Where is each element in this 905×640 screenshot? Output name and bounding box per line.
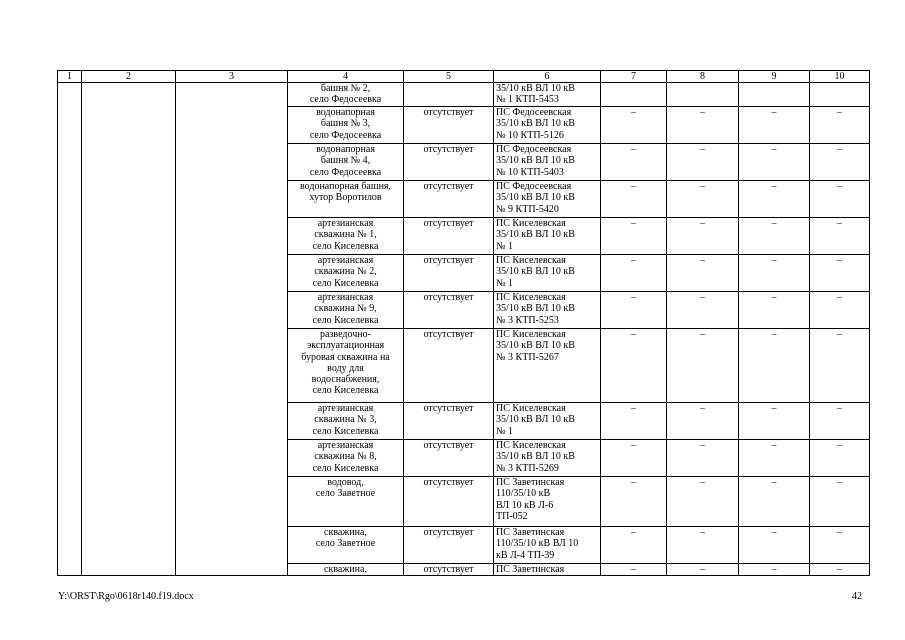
value-cell-9: – (739, 403, 810, 440)
object-name-cell: артезианская скважина № 9, село Киселевка (288, 292, 404, 329)
object-name-cell: артезианская скважина № 2, село Киселевка (288, 255, 404, 292)
column-number: 3 (176, 71, 288, 83)
value-cell-8: – (667, 218, 739, 255)
value-cell-9: – (739, 144, 810, 181)
value-cell-10: – (810, 329, 870, 403)
substation-cell: ПС Заветинская 110/35/10 кВ ВЛ 10 кВ Л-6 ТП-052 (494, 477, 601, 527)
value-cell-9 (739, 83, 810, 107)
value-cell-8: – (667, 292, 739, 329)
footer-file-path: Y:\ORST\Rgo\0618r140.f19.docx (58, 591, 194, 602)
substation-cell: ПС Киселевская 35/10 кВ ВЛ 10 кВ № 3 КТП-5253 (494, 292, 601, 329)
value-cell-8: – (667, 181, 739, 218)
value-cell-8: – (667, 144, 739, 181)
status-cell: отсутствует (404, 564, 494, 576)
status-cell: отсутствует (404, 403, 494, 440)
value-cell-8: – (667, 440, 739, 477)
value-cell-7: – (601, 218, 667, 255)
column-number: 8 (667, 71, 739, 83)
object-name-cell: водонапорная башня, хутор Воротилов (288, 181, 404, 218)
status-cell: отсутствует (404, 218, 494, 255)
status-cell: отсутствует (404, 440, 494, 477)
status-cell: отсутствует (404, 181, 494, 218)
col2-merged-cell (82, 83, 176, 576)
value-cell-7: – (601, 329, 667, 403)
value-cell-9: – (739, 440, 810, 477)
value-cell-9: – (739, 255, 810, 292)
substation-cell: ПС Заветинская 110/35/10 кВ ВЛ 10 кВ Л-4 ТП-39 (494, 527, 601, 564)
status-cell: отсутствует (404, 144, 494, 181)
substation-cell: ПС Киселевская 35/10 кВ ВЛ 10 кВ № 1 (494, 255, 601, 292)
value-cell-10: – (810, 255, 870, 292)
column-number: 4 (288, 71, 404, 83)
value-cell-10: – (810, 440, 870, 477)
object-name-cell: артезианская скважина № 8, село Киселевка (288, 440, 404, 477)
value-cell-8: – (667, 564, 739, 576)
value-cell-7: – (601, 181, 667, 218)
col3-merged-cell (176, 83, 288, 576)
value-cell-10 (810, 83, 870, 107)
column-number: 2 (82, 71, 176, 83)
value-cell-9: – (739, 107, 810, 144)
column-number: 5 (404, 71, 494, 83)
value-cell-10: – (810, 403, 870, 440)
substation-cell: ПС Федосеевская 35/10 кВ ВЛ 10 кВ № 9 КТП-5420 (494, 181, 601, 218)
value-cell-9: – (739, 329, 810, 403)
value-cell-7: – (601, 255, 667, 292)
substation-cell: ПС Киселевская 35/10 кВ ВЛ 10 кВ № 3 КТП-5269 (494, 440, 601, 477)
value-cell-7 (601, 83, 667, 107)
value-cell-7: – (601, 292, 667, 329)
value-cell-8: – (667, 477, 739, 527)
object-name-cell: скважина, (288, 564, 404, 576)
object-name-cell: водонапорная башня № 3, село Федосеевка (288, 107, 404, 144)
table-row (58, 83, 870, 107)
column-number: 10 (810, 71, 870, 83)
value-cell-7: – (601, 477, 667, 527)
value-cell-10: – (810, 527, 870, 564)
object-name-cell: башня № 2, село Федосеевка (288, 83, 404, 107)
value-cell-8: – (667, 527, 739, 564)
value-cell-9: – (739, 527, 810, 564)
substation-cell: ПС Федосеевская 35/10 кВ ВЛ 10 кВ № 10 КТП-5403 (494, 144, 601, 181)
value-cell-10: – (810, 477, 870, 527)
col1-merged-cell (58, 83, 82, 576)
object-name-cell: разведочно- эксплуатационная буровая скважина на воду для водоснабжения, село Киселевка (288, 329, 404, 403)
footer-page-number: 42 (852, 591, 862, 602)
value-cell-9: – (739, 181, 810, 218)
data-table (57, 70, 870, 576)
column-number: 9 (739, 71, 810, 83)
value-cell-7: – (601, 564, 667, 576)
value-cell-8: – (667, 403, 739, 440)
status-cell (404, 83, 494, 107)
value-cell-7: – (601, 107, 667, 144)
status-cell: отсутствует (404, 477, 494, 527)
object-name-cell: артезианская скважина № 1, село Киселевка (288, 218, 404, 255)
column-number: 1 (58, 71, 82, 83)
value-cell-8: – (667, 107, 739, 144)
status-cell: отсутствует (404, 329, 494, 403)
value-cell-10: – (810, 144, 870, 181)
substation-cell: ПС Киселевская 35/10 кВ ВЛ 10 кВ № 3 КТП-5267 (494, 329, 601, 403)
substation-cell: ПС Киселевская 35/10 кВ ВЛ 10 кВ № 1 (494, 218, 601, 255)
object-name-cell: скважина, село Заветное (288, 527, 404, 564)
substation-cell: ПС Федосеевская 35/10 кВ ВЛ 10 кВ № 10 КТП-5126 (494, 107, 601, 144)
object-name-cell: водонапорная башня № 4, село Федосеевка (288, 144, 404, 181)
value-cell-10: – (810, 564, 870, 576)
column-number-row (58, 71, 870, 83)
value-cell-10: – (810, 107, 870, 144)
value-cell-9: – (739, 218, 810, 255)
value-cell-10: – (810, 292, 870, 329)
status-cell: отсутствует (404, 527, 494, 564)
value-cell-8 (667, 83, 739, 107)
value-cell-10: – (810, 181, 870, 218)
status-cell: отсутствует (404, 107, 494, 144)
value-cell-10: – (810, 218, 870, 255)
value-cell-7: – (601, 440, 667, 477)
value-cell-8: – (667, 329, 739, 403)
status-cell: отсутствует (404, 292, 494, 329)
substation-cell: ПС Киселевская 35/10 кВ ВЛ 10 кВ № 1 (494, 403, 601, 440)
value-cell-8: – (667, 255, 739, 292)
column-number: 6 (494, 71, 601, 83)
status-cell: отсутствует (404, 255, 494, 292)
value-cell-7: – (601, 403, 667, 440)
substation-cell: ПС Заветинская (494, 564, 601, 576)
value-cell-9: – (739, 477, 810, 527)
object-name-cell: артезианская скважина № 3, село Киселевка (288, 403, 404, 440)
column-number: 7 (601, 71, 667, 83)
value-cell-9: – (739, 292, 810, 329)
value-cell-7: – (601, 144, 667, 181)
value-cell-7: – (601, 527, 667, 564)
object-name-cell: водовод, село Заветное (288, 477, 404, 527)
substation-cell: 35/10 кВ ВЛ 10 кВ № 1 КТП-5453 (494, 83, 601, 107)
value-cell-9: – (739, 564, 810, 576)
